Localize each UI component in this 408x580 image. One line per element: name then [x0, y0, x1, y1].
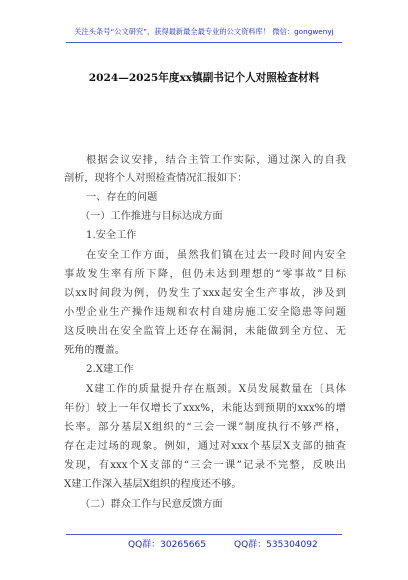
section-heading: 一、存在的问题 [86, 192, 158, 203]
paragraph-line: X建工作的质量提升存在瓶颈。X员发展数量在〔具体 [86, 384, 346, 395]
item-heading: 2.X建工作 [86, 364, 134, 375]
intro-line: 剖析，现将个人对照检查情况汇报如下： [64, 173, 248, 184]
subsection-heading: （一）工作推进与目标达成方面 [80, 211, 223, 222]
paragraph-line: 长率。部分基层X组织的“三会一课”制度执行不够严格， [64, 422, 346, 433]
paragraph-line: 以xx时间段为例，仍发生了xxx起安全生产事故，涉及到 [64, 288, 346, 299]
footer-divider [66, 534, 342, 535]
paragraph-line: 事故发生率有所下降，但仍未达到理想的“零事故”目标 [64, 269, 346, 280]
item-heading: 1.安全工作 [86, 230, 137, 241]
paragraph-line: 小型企业生产操作违规和农村自建房施工安全隐患等问题 [64, 307, 346, 318]
footer-qq-group: QQ群：30265665 [128, 540, 206, 550]
subsection-heading: （二）群众工作与民意反馈方面 [80, 499, 223, 510]
header-banner: 关注头条号“公文研究”，获得最新最全最专业的公文资料库！ 微信：gongwenyj [74, 27, 334, 36]
paragraph-line: X建工作深入基层X组织的程度还不够。 [64, 479, 242, 490]
paragraph-line: 死角的覆盖。 [64, 345, 126, 356]
document-title: 2024—2025年度xx镇副书记个人对照检查材料 [88, 72, 320, 84]
paragraph-line: 年份〕较上一年仅增长了xxx%，未能达到预期的xxx%的增 [64, 403, 346, 414]
footer-qq-group: QQ群：535304092 [234, 540, 318, 550]
paragraph-line: 在安全工作方面，虽然我们镇在过去一段时间内安全 [86, 250, 346, 261]
header-divider [66, 42, 342, 43]
paragraph-line: 存在走过场的现象。例如，通过对xxx个基层X支部的抽查 [64, 441, 346, 452]
paragraph-line: 发现，有xxx个X支部的“三会一课”记录不完整，反映出 [64, 460, 346, 471]
intro-line: 根据会议安排，结合主管工作实际，通过深入的自我 [86, 155, 346, 166]
paragraph-line: 这反映出在安全监管上还存在漏洞，未能做到全方位、无 [64, 326, 346, 337]
